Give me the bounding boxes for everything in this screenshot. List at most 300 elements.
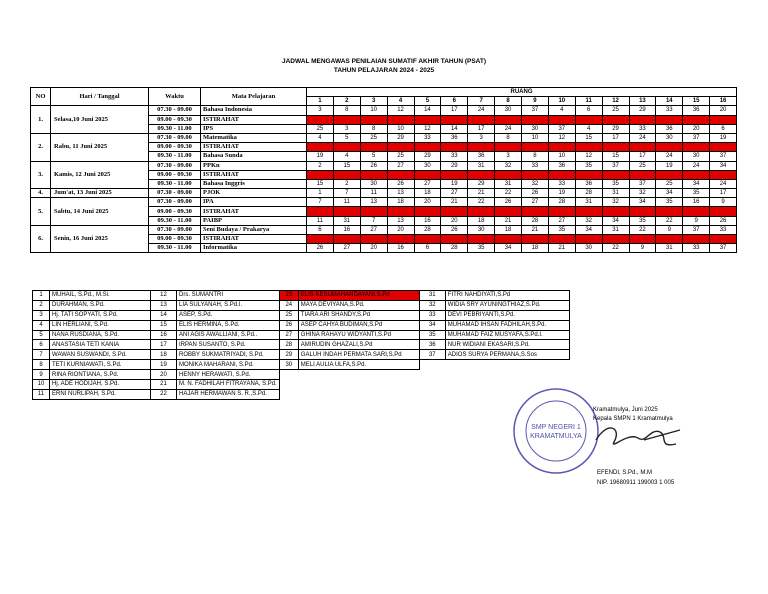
break-cell bbox=[495, 235, 522, 244]
break-cell bbox=[548, 235, 575, 244]
staff-empty bbox=[419, 360, 445, 370]
proctor-cell: 17 bbox=[710, 189, 737, 198]
proctor-cell: 20 bbox=[414, 198, 441, 207]
staff-name: WIDIA SRY AYUNINGTHIAZ,S.Pd. bbox=[445, 300, 569, 310]
proctor-cell: 25 bbox=[360, 133, 387, 142]
proctor-cell: 11 bbox=[360, 189, 387, 198]
day-number: 3. bbox=[31, 161, 51, 189]
staff-number: 20 bbox=[151, 370, 177, 380]
proctor-cell: 37 bbox=[710, 152, 737, 161]
staff-number: 10 bbox=[33, 380, 50, 390]
break-cell bbox=[495, 170, 522, 179]
proctor-cell: 33 bbox=[522, 161, 549, 170]
break-cell bbox=[602, 115, 629, 124]
proctor-cell: 16 bbox=[387, 244, 414, 253]
break-cell bbox=[441, 143, 468, 152]
break-cell bbox=[307, 143, 334, 152]
room-header-cell: 5 bbox=[414, 97, 441, 106]
proctor-cell: 5 bbox=[333, 133, 360, 142]
proctor-cell: 4 bbox=[307, 133, 334, 142]
break-cell bbox=[710, 207, 737, 216]
proctor-cell: 33 bbox=[710, 225, 737, 234]
header-no: NO bbox=[31, 88, 51, 106]
staff-name: ELIS KESUMAHANDAYANI,S.Pd bbox=[298, 291, 419, 301]
proctor-cell: 34 bbox=[602, 216, 629, 225]
time-slot: 07.30 - 09.00 bbox=[149, 133, 201, 142]
proctor-cell: 29 bbox=[414, 152, 441, 161]
break-cell bbox=[602, 235, 629, 244]
proctor-cell: 13 bbox=[387, 189, 414, 198]
proctor-cell: 31 bbox=[495, 179, 522, 188]
schedule-row bbox=[31, 198, 737, 207]
proctor-cell: 31 bbox=[333, 216, 360, 225]
proctor-cell: 21 bbox=[441, 198, 468, 207]
break-cell bbox=[414, 170, 441, 179]
proctor-cell: 7 bbox=[333, 189, 360, 198]
proctor-cell: 25 bbox=[602, 106, 629, 115]
staff-number: 12 bbox=[151, 291, 177, 301]
staff-name: MUHAMAD IHSAN FADHILAH,S.Pd. bbox=[445, 320, 569, 330]
staff-number: 35 bbox=[419, 330, 445, 340]
proctor-cell: 21 bbox=[548, 244, 575, 253]
room-header-cell: 1 bbox=[307, 97, 334, 106]
header-day: Hari / Tanggal bbox=[51, 88, 149, 106]
staff-row bbox=[33, 370, 570, 380]
proctor-cell: 17 bbox=[629, 152, 656, 161]
proctor-cell: 16 bbox=[333, 225, 360, 234]
break-cell bbox=[414, 235, 441, 244]
proctor-cell: 26 bbox=[387, 179, 414, 188]
break-cell bbox=[495, 143, 522, 152]
break-cell bbox=[468, 207, 495, 216]
proctor-cell: 33 bbox=[629, 124, 656, 133]
proctor-cell: 29 bbox=[468, 179, 495, 188]
staff-row bbox=[33, 389, 570, 399]
staff-name: RINA RIONTIANA, S.Pd. bbox=[50, 370, 151, 380]
proctor-cell: 22 bbox=[602, 244, 629, 253]
svg-text:SMP NEGERI 1: SMP NEGERI 1 bbox=[531, 424, 581, 431]
staff-empty bbox=[298, 380, 419, 390]
proctor-cell: 6 bbox=[307, 225, 334, 234]
proctor-cell: 30 bbox=[656, 133, 683, 142]
staff-name: HENNY HERAWATI, S.Pd. bbox=[177, 370, 280, 380]
break-cell bbox=[360, 115, 387, 124]
proctor-cell: 8 bbox=[333, 106, 360, 115]
schedule-table bbox=[30, 87, 737, 253]
proctor-cell: 5 bbox=[360, 152, 387, 161]
day-date: Senin, 16 Juni 2025 bbox=[51, 225, 149, 253]
subject-name: Matematika bbox=[201, 133, 307, 142]
staff-number: 27 bbox=[279, 330, 298, 340]
proctor-cell: 11 bbox=[333, 198, 360, 207]
schedule-row bbox=[31, 133, 737, 142]
time-slot: 07.30 - 09.00 bbox=[149, 161, 201, 170]
proctor-cell: 35 bbox=[602, 179, 629, 188]
proctor-cell: 32 bbox=[629, 189, 656, 198]
break-cell bbox=[683, 115, 710, 124]
proctor-cell: 37 bbox=[710, 244, 737, 253]
proctor-cell: 12 bbox=[548, 133, 575, 142]
proctor-cell: 18 bbox=[387, 198, 414, 207]
proctor-cell: 9 bbox=[710, 198, 737, 207]
proctor-cell: 6 bbox=[710, 124, 737, 133]
proctor-cell: 30 bbox=[360, 179, 387, 188]
proctor-cell: 3 bbox=[333, 124, 360, 133]
proctor-cell: 25 bbox=[656, 179, 683, 188]
break-cell bbox=[441, 207, 468, 216]
proctor-cell: 30 bbox=[468, 225, 495, 234]
subject-name: ISTIRAHAT bbox=[201, 170, 307, 179]
break-cell bbox=[683, 170, 710, 179]
proctor-cell: 28 bbox=[575, 189, 602, 198]
staff-number: 1 bbox=[33, 291, 50, 301]
header-subject: Mata Pelajaran bbox=[201, 88, 307, 106]
break-cell bbox=[629, 115, 656, 124]
time-slot: 07.30 - 09.00 bbox=[149, 189, 201, 198]
time-slot: 09.00 - 09.30 bbox=[149, 207, 201, 216]
staff-row bbox=[33, 340, 570, 350]
proctor-cell: 27 bbox=[441, 189, 468, 198]
proctor-cell: 31 bbox=[602, 225, 629, 234]
staff-name: ELIS HERMINA, S.Pd. bbox=[177, 320, 280, 330]
staff-empty bbox=[445, 370, 569, 380]
proctor-cell: 20 bbox=[683, 124, 710, 133]
staff-number: 7 bbox=[33, 350, 50, 360]
break-cell bbox=[575, 235, 602, 244]
proctor-cell: 19 bbox=[656, 161, 683, 170]
proctor-cell: 2 bbox=[307, 161, 334, 170]
proctor-cell: 6 bbox=[575, 106, 602, 115]
proctor-cell: 4 bbox=[548, 106, 575, 115]
proctor-cell: 24 bbox=[468, 106, 495, 115]
room-header-cell: 6 bbox=[441, 97, 468, 106]
subject-name: ISTIRAHAT bbox=[201, 235, 307, 244]
staff-row bbox=[33, 320, 570, 330]
staff-number: 23 bbox=[279, 291, 298, 301]
proctor-cell: 21 bbox=[522, 225, 549, 234]
staff-empty bbox=[419, 370, 445, 380]
break-cell bbox=[333, 170, 360, 179]
proctor-cell: 36 bbox=[468, 152, 495, 161]
proctor-cell: 34 bbox=[575, 225, 602, 234]
proctor-cell: 8 bbox=[360, 124, 387, 133]
staff-name: TIARA ARI SHANDY,S.Pd bbox=[298, 310, 419, 320]
staff-name: LIA SULYANAH, S.Pd.I. bbox=[177, 300, 280, 310]
room-header-cell: 2 bbox=[333, 97, 360, 106]
staff-number: 14 bbox=[151, 310, 177, 320]
staff-empty bbox=[298, 370, 419, 380]
proctor-cell: 34 bbox=[495, 244, 522, 253]
time-slot: 09.00 - 09.30 bbox=[149, 143, 201, 152]
proctor-cell: 32 bbox=[575, 216, 602, 225]
staff-name: Drs. SUMANTRI bbox=[177, 291, 280, 301]
staff-number: 25 bbox=[279, 310, 298, 320]
staff-row bbox=[33, 300, 570, 310]
proctor-cell: 30 bbox=[522, 124, 549, 133]
subject-name: Bahasa Sunda bbox=[201, 152, 307, 161]
day-number: 6. bbox=[31, 225, 51, 253]
proctor-cell: 31 bbox=[656, 244, 683, 253]
proctor-cell: 16 bbox=[414, 216, 441, 225]
proctor-cell: 32 bbox=[602, 198, 629, 207]
staff-empty bbox=[445, 360, 569, 370]
proctor-cell: 14 bbox=[414, 106, 441, 115]
subject-name: Informatika bbox=[201, 244, 307, 253]
staff-name: MAYA DEVIYANA,S.Pd. bbox=[298, 300, 419, 310]
staff-number: 31 bbox=[419, 291, 445, 301]
signature-nip: NIP. 19680911 199003 1 005 bbox=[597, 480, 675, 486]
proctor-cell: 36 bbox=[548, 161, 575, 170]
proctor-cell: 30 bbox=[414, 161, 441, 170]
break-cell bbox=[441, 115, 468, 124]
staff-name: MELI AULIA ULFA,S.Pd. bbox=[298, 360, 419, 370]
staff-number: 32 bbox=[419, 300, 445, 310]
proctor-cell: 20 bbox=[387, 225, 414, 234]
proctor-cell: 4 bbox=[333, 152, 360, 161]
break-cell bbox=[548, 143, 575, 152]
break-cell bbox=[468, 115, 495, 124]
proctor-cell: 27 bbox=[414, 179, 441, 188]
proctor-cell: 22 bbox=[629, 225, 656, 234]
break-cell bbox=[522, 170, 549, 179]
staff-name: M. N. FADHILAH FITRAYANA, S.Pd. bbox=[177, 380, 280, 390]
break-cell bbox=[360, 170, 387, 179]
staff-number: 17 bbox=[151, 340, 177, 350]
proctor-cell: 12 bbox=[575, 152, 602, 161]
break-cell bbox=[414, 207, 441, 216]
proctor-cell: 18 bbox=[468, 216, 495, 225]
staff-number: 13 bbox=[151, 300, 177, 310]
staff-number: 8 bbox=[33, 360, 50, 370]
subject-name: IPA bbox=[201, 198, 307, 207]
proctor-cell: 19 bbox=[441, 179, 468, 188]
break-cell bbox=[656, 170, 683, 179]
staff-number: 30 bbox=[279, 360, 298, 370]
proctor-cell: 10 bbox=[360, 106, 387, 115]
proctor-cell: 27 bbox=[548, 216, 575, 225]
staff-empty bbox=[298, 389, 419, 399]
break-cell bbox=[387, 143, 414, 152]
proctor-cell: 34 bbox=[656, 189, 683, 198]
staff-name: WAWAN SUSWANDI, S.Pd. bbox=[50, 350, 151, 360]
proctor-cell: 35 bbox=[575, 161, 602, 170]
staff-row bbox=[33, 350, 570, 360]
break-cell bbox=[548, 207, 575, 216]
time-slot: 09.30 - 11.00 bbox=[149, 124, 201, 133]
room-header-cell: 4 bbox=[387, 97, 414, 106]
proctor-cell: 12 bbox=[387, 106, 414, 115]
break-cell bbox=[629, 143, 656, 152]
break-cell bbox=[602, 143, 629, 152]
proctor-cell: 24 bbox=[629, 133, 656, 142]
staff-number: 5 bbox=[33, 330, 50, 340]
proctor-cell: 21 bbox=[495, 216, 522, 225]
break-cell bbox=[629, 170, 656, 179]
break-cell bbox=[575, 207, 602, 216]
break-cell bbox=[333, 115, 360, 124]
schedule-row bbox=[31, 225, 737, 234]
break-cell bbox=[575, 115, 602, 124]
header-room: RUANG bbox=[307, 88, 737, 97]
staff-name: HAJAR HERMAWAN S. R.,S.Pd. bbox=[177, 389, 280, 399]
break-cell bbox=[683, 235, 710, 244]
break-cell bbox=[656, 235, 683, 244]
staff-empty bbox=[279, 389, 298, 399]
proctor-cell: 27 bbox=[360, 225, 387, 234]
proctor-cell: 26 bbox=[360, 161, 387, 170]
proctor-cell: 37 bbox=[522, 106, 549, 115]
proctor-cell: 3 bbox=[307, 106, 334, 115]
staff-name: MUHAIL, S.Pd., M.Si. bbox=[50, 291, 151, 301]
staff-number: 2 bbox=[33, 300, 50, 310]
subject-name: ISTIRAHAT bbox=[201, 207, 307, 216]
staff-number: 24 bbox=[279, 300, 298, 310]
proctor-cell: 32 bbox=[522, 179, 549, 188]
staff-number: 29 bbox=[279, 350, 298, 360]
room-header-cell: 16 bbox=[710, 97, 737, 106]
proctor-cell: 15 bbox=[602, 152, 629, 161]
break-cell bbox=[575, 143, 602, 152]
proctor-cell: 24 bbox=[683, 161, 710, 170]
proctor-cell: 7 bbox=[307, 198, 334, 207]
break-cell bbox=[656, 207, 683, 216]
schedule-row bbox=[31, 161, 737, 170]
time-slot: 07.30 - 09.00 bbox=[149, 106, 201, 115]
proctor-cell: 30 bbox=[683, 152, 710, 161]
room-header-cell: 10 bbox=[548, 97, 575, 106]
day-number: 1. bbox=[31, 106, 51, 134]
break-cell bbox=[360, 207, 387, 216]
proctor-cell: 34 bbox=[710, 161, 737, 170]
proctor-cell: 31 bbox=[575, 198, 602, 207]
staff-number: 33 bbox=[419, 310, 445, 320]
proctor-cell: 8 bbox=[495, 133, 522, 142]
staff-name: AMIRUDIN GHAZALI,S.Pd bbox=[298, 340, 419, 350]
proctor-cell: 25 bbox=[629, 161, 656, 170]
day-date: Sabtu, 14 Juni 2025 bbox=[51, 198, 149, 226]
break-cell bbox=[495, 207, 522, 216]
staff-name: GHINA RAHAYU WIDYANTI,S.Pd bbox=[298, 330, 419, 340]
day-number: 5. bbox=[31, 198, 51, 226]
staff-row bbox=[33, 291, 570, 301]
break-cell bbox=[602, 207, 629, 216]
signature-scribble bbox=[588, 418, 688, 458]
proctor-cell: 37 bbox=[602, 161, 629, 170]
room-header-cell: 9 bbox=[522, 97, 549, 106]
staff-number: 4 bbox=[33, 320, 50, 330]
room-header-cell: 14 bbox=[656, 97, 683, 106]
break-cell bbox=[522, 115, 549, 124]
proctor-cell: 33 bbox=[656, 106, 683, 115]
staff-number: 19 bbox=[151, 360, 177, 370]
staff-name: FITRI NAHDIYATI,S.Pd bbox=[445, 291, 569, 301]
proctor-cell: 36 bbox=[575, 179, 602, 188]
subject-name: PAIBP bbox=[201, 216, 307, 225]
break-cell bbox=[333, 143, 360, 152]
proctor-cell: 15 bbox=[307, 179, 334, 188]
proctor-cell: 26 bbox=[710, 216, 737, 225]
proctor-cell: 14 bbox=[441, 124, 468, 133]
staff-name: DURAHMAN, S.Pd. bbox=[50, 300, 151, 310]
proctor-cell: 36 bbox=[683, 106, 710, 115]
proctor-cell: 24 bbox=[656, 152, 683, 161]
proctor-cell: 33 bbox=[441, 152, 468, 161]
proctor-cell: 13 bbox=[387, 216, 414, 225]
proctor-cell: 2 bbox=[333, 179, 360, 188]
proctor-cell: 27 bbox=[522, 198, 549, 207]
break-cell bbox=[360, 143, 387, 152]
proctor-cell: 10 bbox=[522, 133, 549, 142]
staff-name: LIN HERLIANI, S.Pd. bbox=[50, 320, 151, 330]
break-cell bbox=[307, 115, 334, 124]
proctor-cell: 10 bbox=[387, 124, 414, 133]
proctor-cell: 3 bbox=[468, 133, 495, 142]
time-slot: 09.00 - 09.30 bbox=[149, 235, 201, 244]
subject-name: IPS bbox=[201, 124, 307, 133]
proctor-cell: 36 bbox=[656, 124, 683, 133]
proctor-cell: 31 bbox=[468, 161, 495, 170]
proctor-cell: 26 bbox=[441, 225, 468, 234]
header-time: Waktu bbox=[149, 88, 201, 106]
proctor-cell: 35 bbox=[629, 216, 656, 225]
room-header-cell: 8 bbox=[495, 97, 522, 106]
proctor-cell: 20 bbox=[441, 216, 468, 225]
break-cell bbox=[602, 170, 629, 179]
proctor-cell: 17 bbox=[602, 133, 629, 142]
proctor-cell: 18 bbox=[414, 189, 441, 198]
break-cell bbox=[387, 170, 414, 179]
staff-row bbox=[33, 380, 570, 390]
subject-name: Seni Budaya / Prakarya bbox=[201, 225, 307, 234]
break-cell bbox=[387, 115, 414, 124]
proctor-cell: 13 bbox=[360, 198, 387, 207]
staff-name: Hj. TATI SOPYATI, S.Pd. bbox=[50, 310, 151, 320]
proctor-cell: 37 bbox=[683, 225, 710, 234]
time-slot: 09.00 - 09.30 bbox=[149, 115, 201, 124]
proctor-cell: 9 bbox=[656, 225, 683, 234]
proctor-cell: 26 bbox=[495, 198, 522, 207]
staff-name: NANA RUSDIANA, S.Pd. bbox=[50, 330, 151, 340]
schedule-row bbox=[31, 189, 737, 198]
proctor-cell: 27 bbox=[387, 161, 414, 170]
time-slot: 09.30 - 11.00 bbox=[149, 152, 201, 161]
proctor-cell: 10 bbox=[548, 152, 575, 161]
staff-name: ANASTASIA TETI KANIA bbox=[50, 340, 151, 350]
break-cell bbox=[468, 170, 495, 179]
staff-number: 11 bbox=[33, 389, 50, 399]
staff-number: 18 bbox=[151, 350, 177, 360]
proctor-cell: 8 bbox=[522, 152, 549, 161]
subject-name: PJOK bbox=[201, 189, 307, 198]
proctor-cell: 27 bbox=[333, 244, 360, 253]
proctor-cell: 22 bbox=[468, 198, 495, 207]
break-cell bbox=[333, 235, 360, 244]
break-cell bbox=[710, 235, 737, 244]
staff-name: MUHAMAD FAIZ MUSYAFA,S.Pd.I. bbox=[445, 330, 569, 340]
day-date: Kamis, 12 Juni 2025 bbox=[51, 161, 149, 189]
proctor-cell: 19 bbox=[548, 189, 575, 198]
staff-name: DEVI PEBRIYANTI,S.Pd. bbox=[445, 310, 569, 320]
signature-position: Kepala SMPN 1 Kramatmulya bbox=[593, 416, 673, 422]
proctor-cell: 30 bbox=[575, 244, 602, 253]
staff-name: NUR WIDIANI EKASARI,S.Pd. bbox=[445, 340, 569, 350]
proctor-cell: 29 bbox=[441, 161, 468, 170]
staff-name: ANI AGIS AWALLIANI, S.Pd.. bbox=[177, 330, 280, 340]
proctor-cell: 20 bbox=[710, 106, 737, 115]
break-cell bbox=[683, 143, 710, 152]
proctor-cell: 34 bbox=[629, 198, 656, 207]
room-header-cell: 7 bbox=[468, 97, 495, 106]
